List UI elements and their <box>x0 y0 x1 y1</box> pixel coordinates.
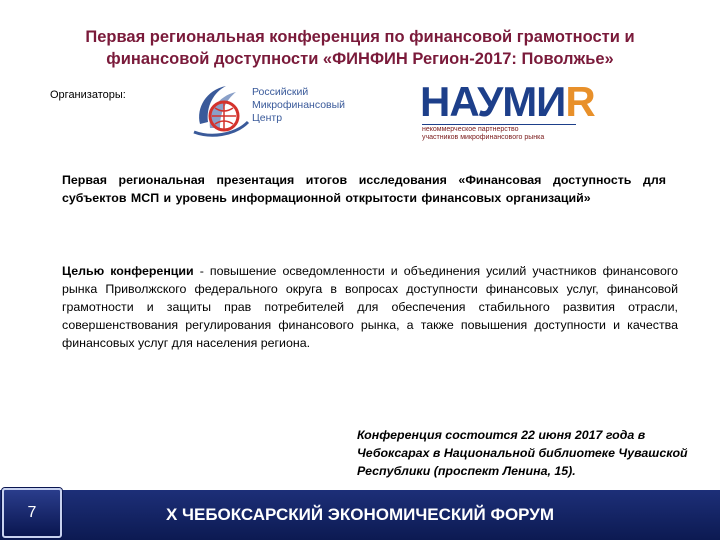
naumir-logo <box>418 78 595 144</box>
rmc-line-3: Центр <box>252 112 283 124</box>
naumir-subtitle-line-1: некоммерческое партнерство <box>422 126 519 133</box>
goal-paragraph <box>62 262 678 352</box>
footer-title: X ЧЕБОКСАРСКИЙ ЭКОНОМИЧЕСКИЙ ФОРУМ <box>165 505 555 524</box>
naumir-subtitle <box>422 124 576 142</box>
event-info: Конференция состоится 22 июня 2017 года в Чебоксарах в Национальной библиотеке Чувашской Республики (проспект Ленина, 15). <box>357 428 688 478</box>
title-line-1: Первая региональная конференция по финансовой грамотности и <box>85 28 635 46</box>
page-number-box <box>2 488 62 538</box>
naumir-subtitle-line-2: участников микрофинансового рынка <box>422 134 545 141</box>
page-number: 7 <box>27 504 37 521</box>
page-title <box>40 26 680 70</box>
rmc-logo-text <box>252 86 345 125</box>
organizers-label: Организаторы: <box>50 89 126 101</box>
naumir-wordmark <box>420 80 595 124</box>
rmc-line-2: Микрофинансовый <box>252 99 346 111</box>
goal-lead: Целью конференции <box>62 264 194 278</box>
rmc-logo <box>190 78 390 140</box>
naumir-word-main: НАУМИ <box>420 78 566 125</box>
globe-swoosh-icon <box>190 78 252 140</box>
title-line-2: финансовой доступности «ФИНФИН Регион-2017: Поволжье» <box>106 50 614 68</box>
rmc-line-1: Российский <box>252 86 309 98</box>
presentation-paragraph: Первая региональная презентация итогов исследования «Финансовая доступность для субъектов МСП и уровень информационной открытости финансовых организаций» <box>62 173 666 205</box>
naumir-word-accent: R <box>565 78 595 125</box>
goal-text: - повышение осведомленности и объединения усилий участников финансового рынка Приволжского федерального округа в вопросах доступности финансовых услуг, финансовой грамотности и защиты прав потребителей для обеспечения стабильного развития отрасли, совершенствования регулирования финансового рынка, а также повышения доступности и качества финансовых услуг для населения региона. <box>62 264 678 350</box>
footer-bar <box>0 490 720 540</box>
